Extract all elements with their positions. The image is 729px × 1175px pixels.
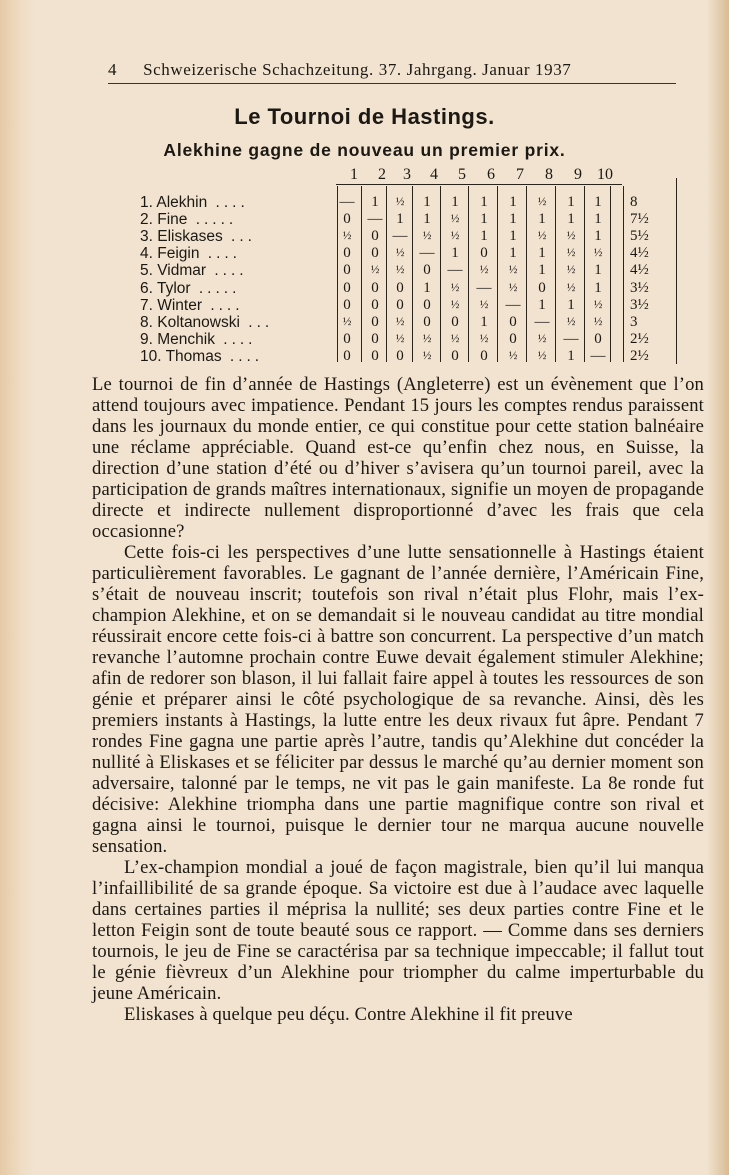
result-cell: ½: [395, 247, 405, 260]
result-cell: 1: [538, 262, 546, 279]
result-cell: 1: [423, 194, 431, 210]
result-cell: 0: [509, 330, 517, 347]
result-cell: ½: [566, 247, 576, 260]
result-cell: 0: [371, 296, 379, 313]
result-cell: 0: [480, 347, 488, 364]
result-cell: —: [534, 313, 550, 330]
running-header: [108, 60, 676, 84]
crosstable-col-number: 2: [378, 166, 386, 183]
page-number: 4: [108, 60, 118, 79]
result-cell: ½: [508, 281, 518, 294]
result-cell: 0: [371, 347, 379, 364]
result-cell: ½: [422, 332, 432, 345]
leader-dots: ....: [202, 296, 244, 314]
player-name: 9. Menchik ....: [140, 330, 257, 348]
result-cell: —: [563, 330, 579, 347]
crosstable-vertical-rule: [584, 186, 585, 362]
result-cell: —: [419, 245, 435, 262]
result-cell: ½: [395, 196, 405, 208]
result-cell: 1: [509, 211, 517, 228]
leader-dots: ...: [239, 313, 274, 331]
player-total: 2½: [630, 330, 649, 347]
leader-dots: ...: [222, 228, 256, 246]
result-cell: ½: [395, 315, 405, 328]
result-cell: ½: [342, 315, 352, 328]
result-cell: 0: [451, 347, 459, 364]
result-cell: ½: [566, 230, 576, 243]
crosstable-col-number: 1: [350, 166, 358, 183]
result-cell: 1: [480, 194, 488, 210]
result-cell: 0: [396, 279, 404, 296]
player-name: 10. Thomas ....: [140, 347, 264, 365]
result-cell: 1: [423, 211, 431, 228]
result-cell: ½: [508, 264, 518, 277]
crosstable-vertical-rule: [526, 186, 527, 362]
result-cell: 1: [509, 194, 517, 210]
player-name: 4. Feigin ....: [140, 245, 241, 263]
leader-dots: ....: [221, 347, 264, 365]
player-name: 5. Vidmar ....: [140, 262, 248, 280]
result-cell: 0: [509, 313, 517, 330]
result-cell: 0: [396, 347, 404, 364]
result-cell: 0: [371, 279, 379, 296]
crosstable-vertical-rule: [676, 178, 677, 364]
crosstable-vertical-rule: [440, 186, 441, 362]
article-title: Le Tournoi de Hastings.: [234, 104, 495, 129]
player-total: 4½: [630, 245, 649, 262]
player-total: 2½: [630, 347, 649, 364]
result-cell: 1: [480, 211, 488, 228]
player-total: 5½: [630, 228, 649, 245]
crosstable-vertical-rule: [412, 186, 413, 362]
result-cell: 1: [509, 228, 517, 245]
result-cell: —: [367, 211, 383, 228]
crosstable-col-number: 6: [487, 166, 495, 183]
result-cell: 1: [594, 194, 602, 210]
player-total: 8: [630, 194, 638, 210]
result-cell: —: [392, 228, 408, 245]
result-cell: 0: [343, 279, 351, 296]
result-cell: 1: [423, 279, 431, 296]
player-name: 1. Alekhin ....: [140, 194, 249, 211]
result-cell: ½: [537, 230, 547, 243]
result-cell: 1: [594, 262, 602, 279]
result-cell: 0: [371, 330, 379, 347]
player-name: 2. Fine .....: [140, 211, 238, 229]
result-cell: 0: [371, 228, 379, 245]
result-cell: 0: [396, 296, 404, 313]
player-total: 3½: [630, 279, 649, 296]
result-cell: 0: [343, 211, 351, 228]
result-cell: 0: [423, 296, 431, 313]
result-cell: 0: [538, 279, 546, 296]
paragraph: Eliskases à quelque peu déçu. Contre Alekhine il fit preuve: [124, 1004, 573, 1025]
result-cell: ½: [479, 298, 489, 311]
result-cell: 0: [423, 313, 431, 330]
player-name: 6. Tylor .....: [140, 279, 241, 297]
result-cell: 0: [594, 330, 602, 347]
crosstable-col-number: 7: [516, 166, 524, 183]
result-cell: 1: [594, 211, 602, 228]
result-cell: 1: [538, 211, 546, 228]
result-cell: ½: [395, 332, 405, 345]
crosstable-vertical-rule: [361, 186, 362, 362]
player-name: 3. Eliskases ...: [140, 228, 256, 246]
crosstable-top-rule: [336, 184, 622, 185]
result-cell: 0: [371, 313, 379, 330]
paragraph: L’ex-champion mondial a joué de façon magistrale, bien qu’il lui manqua l’infaillibilité de sa grande époque. Sa victoire est due à l’audace avec laquelle dans certaines parties il méprisa la nullité; ses deux parties contre Fine et le letton Feigin sont de toute beauté sous ce rapport. — Comme dans ses derniers tournois, le jeu de Fine se caractérisa par sa technique impeccable; il fallut tout le génie fièvreux d’un Alekhine pour triompher du calme imperturbable du jeune Américain.: [92, 857, 704, 1004]
crosstable-col-number: 3: [403, 166, 411, 183]
result-cell: ½: [537, 349, 547, 362]
crosstable-col-number: 9: [574, 166, 582, 183]
result-cell: 0: [451, 313, 459, 330]
result-cell: ½: [422, 230, 432, 243]
result-cell: 0: [343, 330, 351, 347]
result-cell: ½: [593, 298, 603, 311]
result-cell: 0: [480, 245, 488, 262]
result-cell: 1: [371, 194, 379, 210]
result-cell: 0: [343, 262, 351, 279]
leader-dots: ....: [199, 245, 241, 263]
result-cell: ½: [566, 264, 576, 277]
crosstable-vertical-rule: [610, 186, 611, 362]
result-cell: 1: [567, 194, 575, 210]
result-cell: ½: [422, 349, 432, 362]
result-cell: ½: [395, 264, 405, 277]
result-cell: 1: [480, 228, 488, 245]
result-cell: 1: [538, 296, 546, 313]
result-cell: 1: [567, 296, 575, 313]
result-cell: —: [476, 279, 492, 296]
result-cell: ½: [450, 332, 460, 345]
player-total: 4½: [630, 262, 649, 279]
result-cell: ½: [566, 281, 576, 294]
result-cell: ½: [537, 332, 547, 345]
result-cell: —: [339, 194, 355, 210]
crosstable-col-number: 8: [545, 166, 553, 183]
result-cell: 1: [396, 211, 404, 228]
result-cell: 1: [594, 228, 602, 245]
result-cell: ½: [593, 315, 603, 328]
result-cell: ½: [479, 264, 489, 277]
page-edge-shadow-left: [0, 0, 34, 1175]
result-cell: ½: [479, 332, 489, 345]
result-cell: ½: [370, 264, 380, 277]
result-cell: ½: [537, 196, 547, 208]
crosstable-col-number: 10: [597, 166, 613, 183]
result-cell: —: [590, 347, 606, 364]
result-cell: 0: [343, 245, 351, 262]
player-name: 7. Winter ....: [140, 296, 244, 314]
leader-dots: .....: [190, 279, 241, 297]
page-edge-shadow-right: [707, 0, 729, 1175]
result-cell: 1: [451, 194, 459, 210]
paragraph: Le tournoi de fin d’année de Hastings (Angleterre) est un évènement que l’on attend toujours avec impatience. Pendant 15 jours les comptes rendus paraissent dans les journaux du monde entier, ce qui constitue pour cette station balnéaire une réclame appréciable. Quand est-ce qu’enfin chez nous, en Suisse, la direction d’une station d’été ou d’hiver s’avisera qu’un tournoi pareil, avec la participation de grands maîtres internationaux, signifie un moyen de propagande directe et indirecte nullement disproportionné d’avec les frais que cela occasionne?: [92, 374, 704, 542]
result-cell: 0: [423, 262, 431, 279]
leader-dots: ....: [207, 194, 249, 211]
crosstable-col-number: 5: [458, 166, 466, 183]
crosstable-vertical-rule: [623, 186, 624, 362]
result-cell: ½: [450, 298, 460, 311]
player-total: 3: [630, 313, 638, 330]
result-cell: ½: [593, 247, 603, 260]
result-cell: 1: [538, 245, 546, 262]
result-cell: —: [505, 296, 521, 313]
result-cell: ½: [450, 213, 460, 226]
result-cell: ½: [450, 281, 460, 294]
result-cell: 1: [451, 245, 459, 262]
result-cell: —: [447, 262, 463, 279]
crosstable-col-number: 4: [430, 166, 438, 183]
result-cell: 1: [480, 313, 488, 330]
player-total: 3½: [630, 296, 649, 313]
running-title: Schweizerische Schachzeitung. 37. Jahrgang. Januar 1937: [143, 60, 572, 79]
result-cell: 0: [343, 347, 351, 364]
result-cell: ½: [342, 230, 352, 243]
player-total: 7½: [630, 211, 649, 228]
result-cell: ½: [566, 315, 576, 328]
leader-dots: ....: [206, 262, 248, 280]
article-subtitle: Alekhine gagne de nouveau un premier prix.: [163, 140, 566, 160]
crosstable-vertical-rule: [555, 186, 556, 362]
result-cell: ½: [450, 230, 460, 243]
result-cell: 1: [567, 347, 575, 364]
player-name: 8. Koltanowski ...: [140, 313, 274, 331]
result-cell: 0: [371, 245, 379, 262]
result-cell: 1: [567, 211, 575, 228]
result-cell: 1: [594, 279, 602, 296]
leader-dots: ....: [214, 330, 257, 348]
paragraph: Cette fois-ci les perspectives d’une lutte sensationnelle à Hastings étaient particulièrement favorables. Le gagnant de l’année dernière, l’Américain Fine, s’était de nouveau inscrit; toutefois son rival n’était plus Flohr, mais l’ex-champion Alekhine, et on se demandait si le nouveau candidat au titre mondial réussirait encore cette fois-ci à battre son concurrent. La perspective d’un match revanche l’automne prochain contre Euwe devait également stimuler Alekhine; afin de redorer son blason, il lui fallait faire appel à toutes les ressources de son génie et préparer ainsi le côté psychologique de sa revanche. Ainsi, dès les premiers instants à Hastings, la lutte entre les deux rivaux fut âpre. Pendant 7 rondes Fine gagna une partie après l’autre, tandis qu’Alekhine dut concéder la nullité à Eliskases et se féliciter par dessus le marché qu’au dernier moment son adversaire, talonné par le temps, ne vit pas le gain manifeste. La 8e ronde fut décisive: Alekhine triompha dans une partie magnifique contre son rival et gagna ainsi le tournoi, puisque le dernier tour ne marqua aucune nouvelle sensation.: [92, 542, 704, 857]
article-body: [92, 374, 704, 1025]
result-cell: ½: [508, 349, 518, 362]
leader-dots: .....: [187, 211, 238, 229]
crosstable-vertical-rule: [497, 186, 498, 362]
crosstable-vertical-rule: [468, 186, 469, 362]
result-cell: 0: [343, 296, 351, 313]
result-cell: 1: [509, 245, 517, 262]
